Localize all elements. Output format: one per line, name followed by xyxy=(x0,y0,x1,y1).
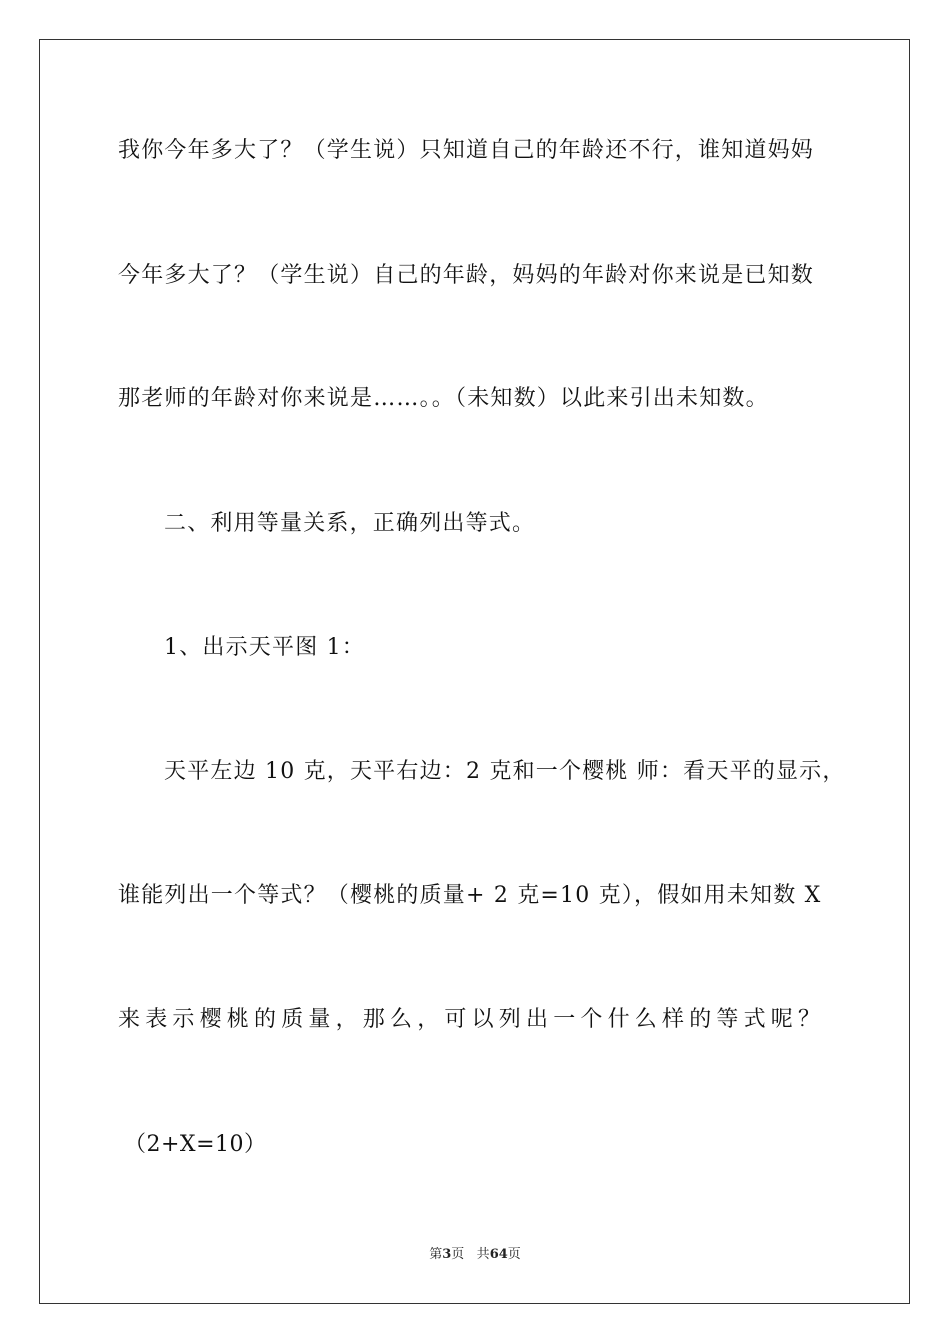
text-line-1: 我你今年多大了？（学生说）只知道自己的年龄还不行，谁知道妈妈 xyxy=(118,138,815,163)
footer-total-suffix: 页 xyxy=(507,1247,521,1262)
text-line-2: 今年多大了？（学生说）自己的年龄，妈妈的年龄对你来说是已知数 xyxy=(118,263,815,288)
text-line-7: 谁能列出一个等式？（樱桃的质量+ 2 克=10 克），假如用未知数 X xyxy=(118,883,822,908)
text-line-5: 1、出示天平图 1： xyxy=(164,635,365,660)
text-line-8: 来表示樱桃的质量，那么，可以列出一个什么样的等式呢？ xyxy=(118,1007,826,1032)
text-line-9: （2+X=10） xyxy=(124,1132,267,1157)
footer-page-current: 3 xyxy=(442,1247,452,1262)
page-border xyxy=(39,39,910,1304)
footer-page-suffix: 页 xyxy=(451,1247,465,1262)
footer-page-prefix: 第 xyxy=(429,1247,443,1262)
footer-total-prefix: 共 xyxy=(476,1247,490,1262)
text-line-3: 那老师的年龄对你来说是……。。（未知数）以此来引出未知数。 xyxy=(118,386,769,411)
footer-page-total: 64 xyxy=(489,1247,508,1262)
text-line-6: 天平左边 10 克，天平右边：2 克和一个樱桃 师：看天平的显示， xyxy=(164,759,846,784)
section-heading: 二、利用等量关系，正确列出等式。 xyxy=(164,511,536,536)
page-footer xyxy=(0,1246,950,1264)
